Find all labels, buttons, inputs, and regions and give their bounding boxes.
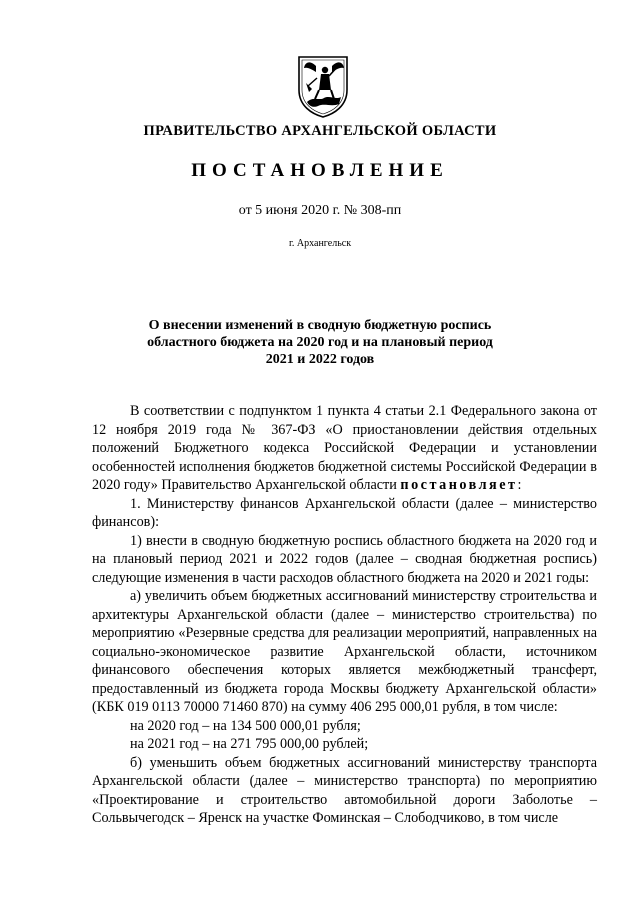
decrees-colon: : (517, 477, 522, 493)
document-body (92, 402, 597, 828)
paragraph-1-1-b: б) уменьшить объем бюджетных ассигнований министерству транспорта Архангельской области (далее – министерство транспорта) по мероприятию «Проектирование и строительство автомобильной дороги Заболотье – Сольвычегодск – Яренск на участке Фоминская – Слободчиково, в том числе (92, 754, 597, 826)
paragraph-1-1-a: а) увеличить объем бюджетных ассигнований министерству строительства и архитектуры Архангельской области (далее – министерство строительства) по мероприятию «Резервные средства для реализации мероприятий, направленных на социально-экономическое развитие Архангельской области, источником финансового обеспечения которых является межбюджетный трансферт, предоставленный из бюджета города Москвы бюджету Архангельской области» (КБК 019 0113 70000 71460 870) на сумму 406 295 000,01 рубля, в том числе: (92, 588, 597, 715)
government-name: ПРАВИТЕЛЬСТВО АРХАНГЕЛЬСКОЙ ОБЛАСТИ (143, 123, 497, 139)
amount-2020: на 2020 год – на 134 500 000,01 рубля; (130, 717, 361, 734)
document-type: ПОСТАНОВЛЕНИЕ (191, 160, 449, 181)
subject-line-1: О внесении изменений в сводную бюджетную роспись (148, 318, 492, 333)
subject-line-2: областного бюджета на 2020 год и на плановый период (147, 335, 493, 350)
preamble-paragraph (92, 402, 597, 495)
coat-of-arms-icon (296, 54, 350, 118)
paragraph-1-1: 1) внести в сводную бюджетную роспись областного бюджета на 2020 год и на плановый период 2021 и 2022 годов (далее – сводная бюджетная роспись) следующие изменения в части расходов областного бюджета на 2020 и 2021 годы: (92, 532, 597, 586)
subject-line-3: 2021 и 2022 годов (265, 352, 375, 367)
document-city: г. Архангельск (288, 238, 352, 249)
document-subject (140, 317, 500, 368)
amount-2021: на 2021 год – на 271 795 000,00 рублей; (130, 736, 369, 752)
paragraph-1: 1. Министерству финансов Архангельской области (далее – министерство финансов): (92, 495, 597, 530)
document-date-number: от 5 июня 2020 г. № 308-пп (238, 203, 402, 218)
preamble-text: В соответствии с подпунктом 1 пункта 4 статьи 2.1 Федерального закона от 12 ноября 2019 года № 367-ФЗ «О приостановлении действия отдельных положений Бюджетного кодекса Российской Федерации и установлении особенностей исполнения бюджетов бюджетной системы Российской Федерации в 2020 году» Правительство Архангельской области (92, 403, 597, 493)
decrees-word: постановляет (400, 477, 518, 493)
